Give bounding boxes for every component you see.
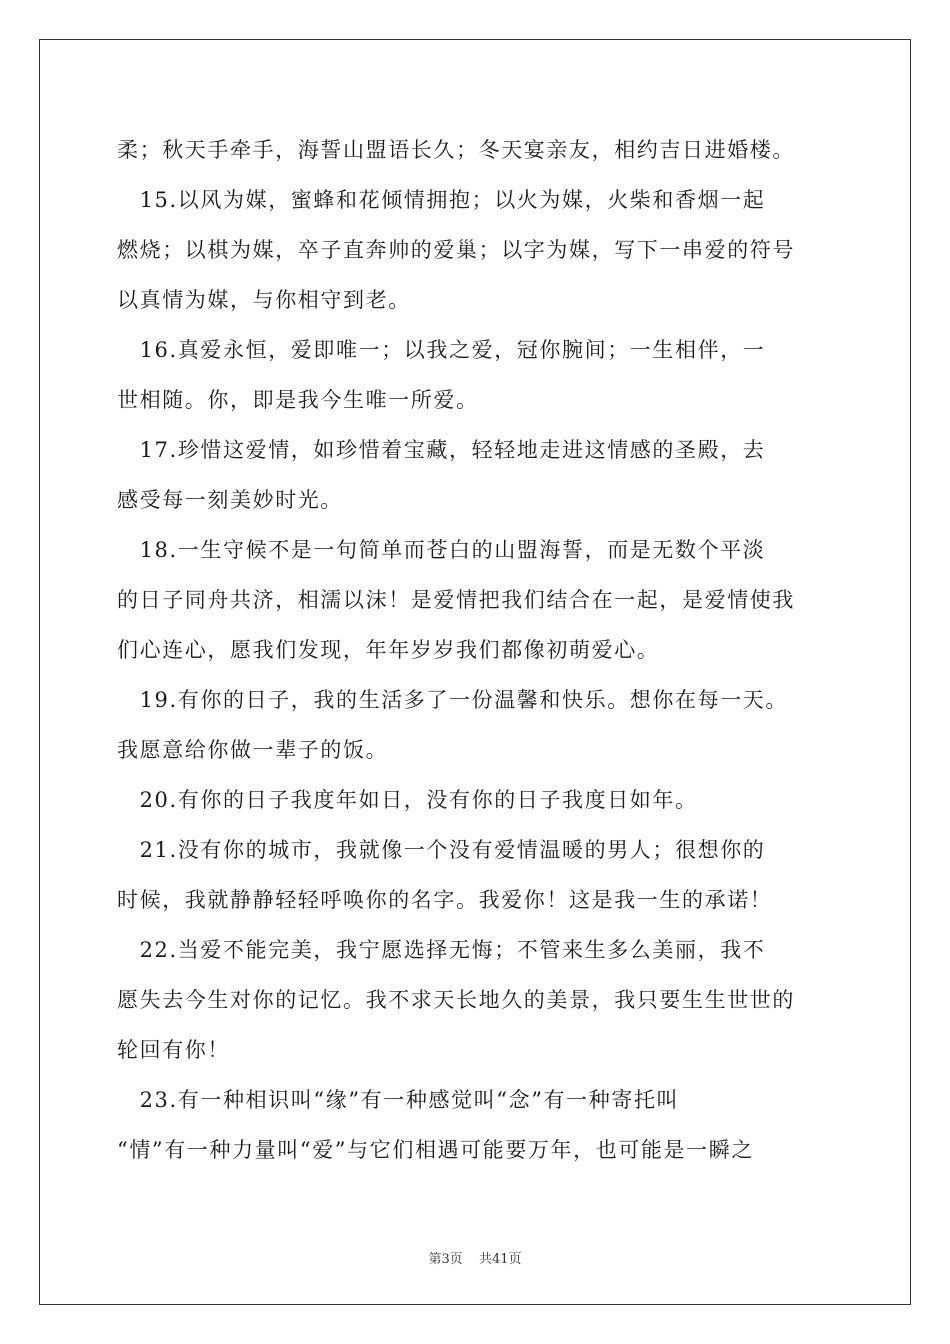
paragraph-19 bbox=[117, 675, 837, 775]
text-line: 20.有你的日子我度年如日，没有你的日子我度日如年。 bbox=[117, 788, 698, 812]
text-line: 世相随。你，即是我今生唯一所爱。 bbox=[117, 388, 479, 412]
paragraph-18 bbox=[117, 525, 837, 675]
paragraph-23 bbox=[117, 1075, 837, 1175]
text-line: 时候，我就静静轻轻呼唤你的名字。我爱你！这是我一生的承诺！ bbox=[117, 888, 773, 912]
text-line: 23.有一种相识叫“缘”有一种感觉叫“念”有一种寄托叫 bbox=[117, 1088, 680, 1112]
text-line: 感受每一刻美妙时光。 bbox=[117, 488, 343, 512]
paragraph-15 bbox=[117, 175, 837, 325]
text-line: 们心连心，愿我们发现，年年岁岁我们都像初萌爱心。 bbox=[117, 638, 660, 662]
text-line: 轮回有你！ bbox=[117, 1038, 230, 1062]
text-line: 柔；秋天手牵手，海誓山盟语长久；冬天宴亲友，相约吉日进婚楼。 bbox=[117, 138, 795, 162]
text-line: 17.珍惜这爱情，如珍惜着宝藏，轻轻地走进这情感的圣殿，去 bbox=[117, 438, 766, 462]
paragraph-21 bbox=[117, 825, 837, 925]
paragraph-17 bbox=[117, 425, 837, 525]
text-line: 19.有你的日子，我的生活多了一份温馨和快乐。想你在每一天。 bbox=[117, 688, 788, 712]
text-line: 18.一生守候不是一句简单而苍白的山盟海誓，而是无数个平淡 bbox=[117, 538, 766, 562]
text-line: 我愿意给你做一辈子的饭。 bbox=[117, 738, 389, 762]
paragraph-16 bbox=[117, 325, 837, 425]
page-footer bbox=[0, 1248, 950, 1267]
page-number: 第3页 bbox=[428, 1252, 463, 1267]
page-total: 共41页 bbox=[478, 1252, 522, 1267]
text-line: 21.没有你的城市，我就像一个没有爱情温暖的男人；很想你的 bbox=[117, 838, 766, 862]
text-line: 16.真爱永恒，爱即唯一；以我之爱，冠你腕间；一生相伴，一 bbox=[117, 338, 766, 362]
paragraph-22 bbox=[117, 925, 837, 1075]
text-line: 22.当爱不能完美，我宁愿选择无悔；不管来生多么美丽，我不 bbox=[117, 938, 766, 962]
text-line: 以真情为媒，与你相守到老。 bbox=[117, 288, 411, 312]
text-line: 的日子同舟共济，相濡以沫！是爱情把我们结合在一起，是爱情使我 bbox=[117, 588, 795, 612]
paragraph-20 bbox=[117, 775, 837, 825]
text-line: “情”有一种力量叫“爱”与它们相遇可能要万年，也可能是一瞬之 bbox=[117, 1138, 754, 1162]
text-line: 愿失去今生对你的记忆。我不求天长地久的美景，我只要生生世世的 bbox=[117, 988, 795, 1012]
paragraph-14-tail bbox=[117, 125, 837, 175]
text-line: 燃烧；以棋为媒，卒子直奔帅的爱巢；以字为媒，写下一串爱的符号 bbox=[117, 238, 795, 262]
text-line: 15.以风为媒，蜜蜂和花倾情拥抱；以火为媒，火柴和香烟一起 bbox=[117, 188, 766, 212]
